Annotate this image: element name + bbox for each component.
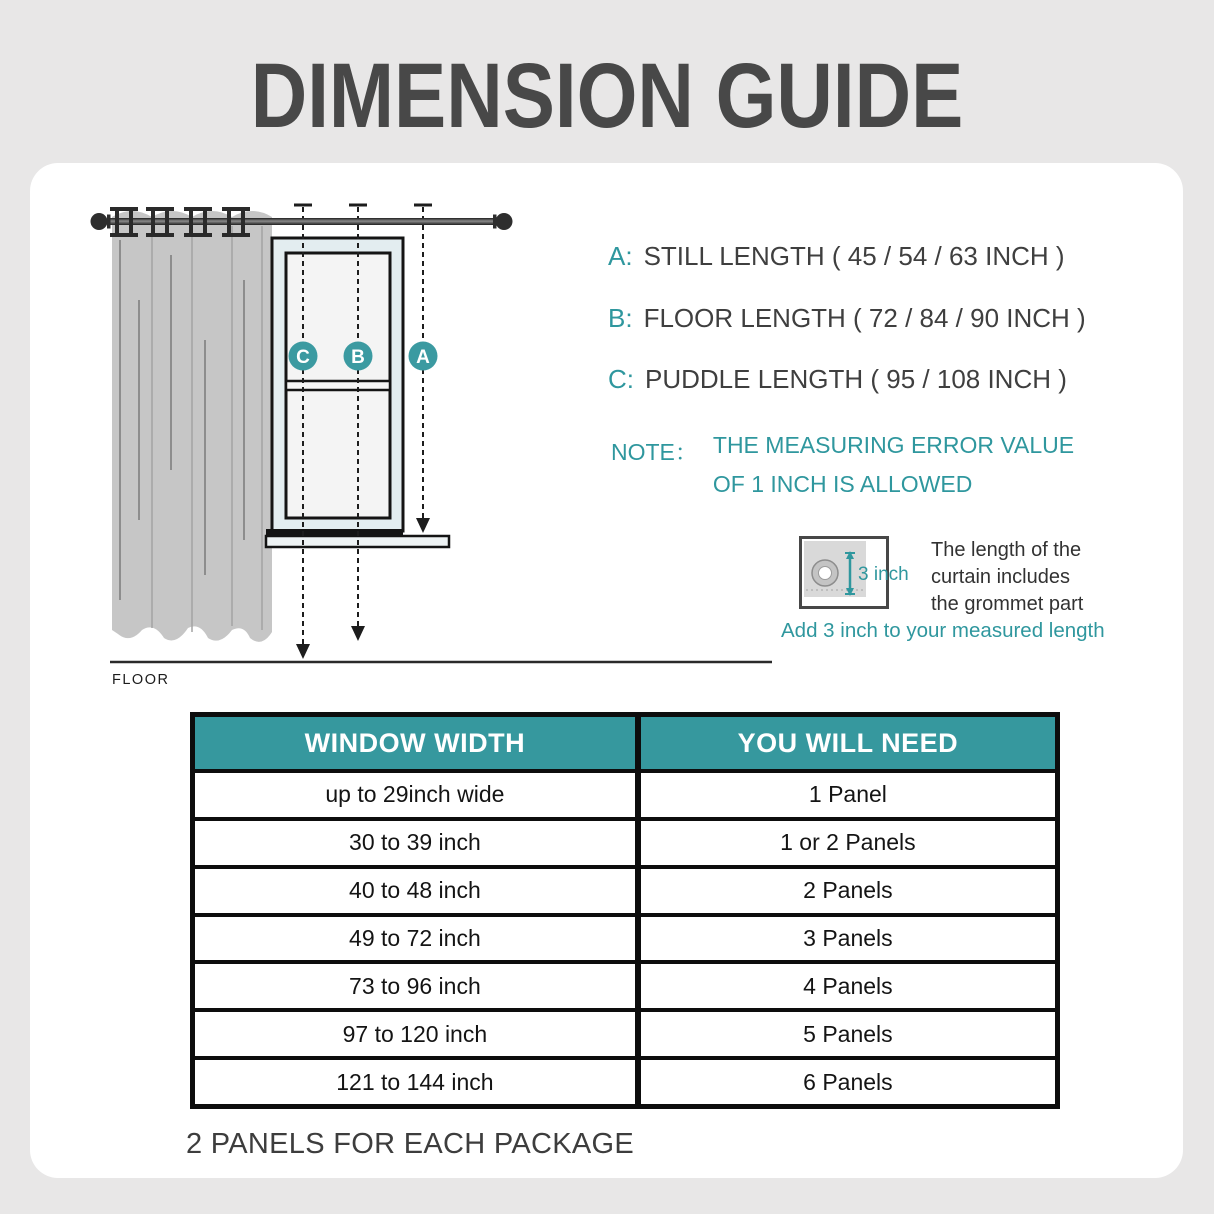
grommet-tip: Add 3 inch to your measured length: [781, 619, 1105, 642]
grommet-diagram: [795, 530, 925, 615]
grommet-desc-line3: the grommet part: [931, 593, 1084, 615]
curtain-illustration: [112, 211, 272, 642]
table-cell-width-row4: 49 to 72 inch: [195, 917, 635, 961]
spec-floor-length: [608, 303, 1086, 334]
table-cell-width-row3: 40 to 48 inch: [195, 869, 635, 913]
grommet-desc-line2: curtain includes: [931, 566, 1070, 588]
window-illustration: [266, 238, 449, 547]
panels-table: [190, 712, 1060, 1109]
table-cell-need-row7: 6 Panels: [641, 1060, 1055, 1104]
table-cell-width-row2: 30 to 39 inch: [195, 821, 635, 865]
arrowhead-c: [296, 644, 310, 659]
spec-c-text: PUDDLE LENGTH ( 95 / 108 INCH ): [645, 364, 1067, 394]
spec-c-key: C:: [608, 364, 634, 394]
spec-b-text: FLOOR LENGTH ( 72 / 84 / 90 INCH ): [643, 303, 1086, 333]
table-cell-width-row6: 97 to 120 inch: [195, 1012, 635, 1056]
table-header-you-will-need: YOU WILL NEED: [641, 717, 1055, 769]
table-cell-need-row6: 5 Panels: [641, 1012, 1055, 1056]
page-title: DIMENSION GUIDE: [250, 45, 964, 147]
table-cell-width-row7: 121 to 144 inch: [195, 1060, 635, 1104]
marker-c-label: C: [296, 347, 310, 368]
table-cell-need-row5: 4 Panels: [641, 964, 1055, 1008]
table-cell-need-row1: 1 Panel: [641, 773, 1055, 817]
spec-puddle-length: [608, 364, 1067, 395]
grommet-desc-line1: The length of the: [931, 539, 1082, 561]
grommet-description: [931, 537, 1083, 618]
marker-b-label: B: [351, 347, 365, 368]
table-cell-width-row5: 73 to 96 inch: [195, 964, 635, 1008]
spec-b-key: B:: [608, 303, 633, 333]
measuring-note: [611, 434, 1074, 496]
arrowhead-b: [351, 626, 365, 641]
spec-a-text: STILL LENGTH ( 45 / 54 / 63 INCH ): [643, 241, 1065, 271]
package-note: 2 PANELS FOR EACH PACKAGE: [186, 1128, 634, 1160]
floor-label: FLOOR: [112, 672, 170, 688]
table-cell-need-row3: 2 Panels: [641, 869, 1055, 913]
rod-finial-left: [91, 213, 108, 230]
spec-a-key: A:: [608, 241, 633, 271]
three-inch-label: 3 inch: [858, 564, 909, 585]
table-cell-need-row4: 3 Panels: [641, 917, 1055, 961]
measure-markers: [289, 342, 438, 371]
table-cell-width-row1: up to 29inch wide: [195, 773, 635, 817]
curtain-rod: [91, 207, 513, 237]
spec-still-length: [608, 241, 1065, 272]
arrowhead-a: [416, 518, 430, 533]
rod-finial-right: [496, 213, 513, 230]
marker-a-label: A: [416, 347, 430, 368]
table-cell-need-row2: 1 or 2 Panels: [641, 821, 1055, 865]
note-label: NOTE：: [611, 439, 698, 465]
note-line2: OF 1 INCH IS ALLOWED: [712, 471, 973, 497]
table-header-window-width: WINDOW WIDTH: [195, 717, 635, 769]
note-line1: THE MEASURING ERROR VALUE: [712, 432, 1075, 458]
